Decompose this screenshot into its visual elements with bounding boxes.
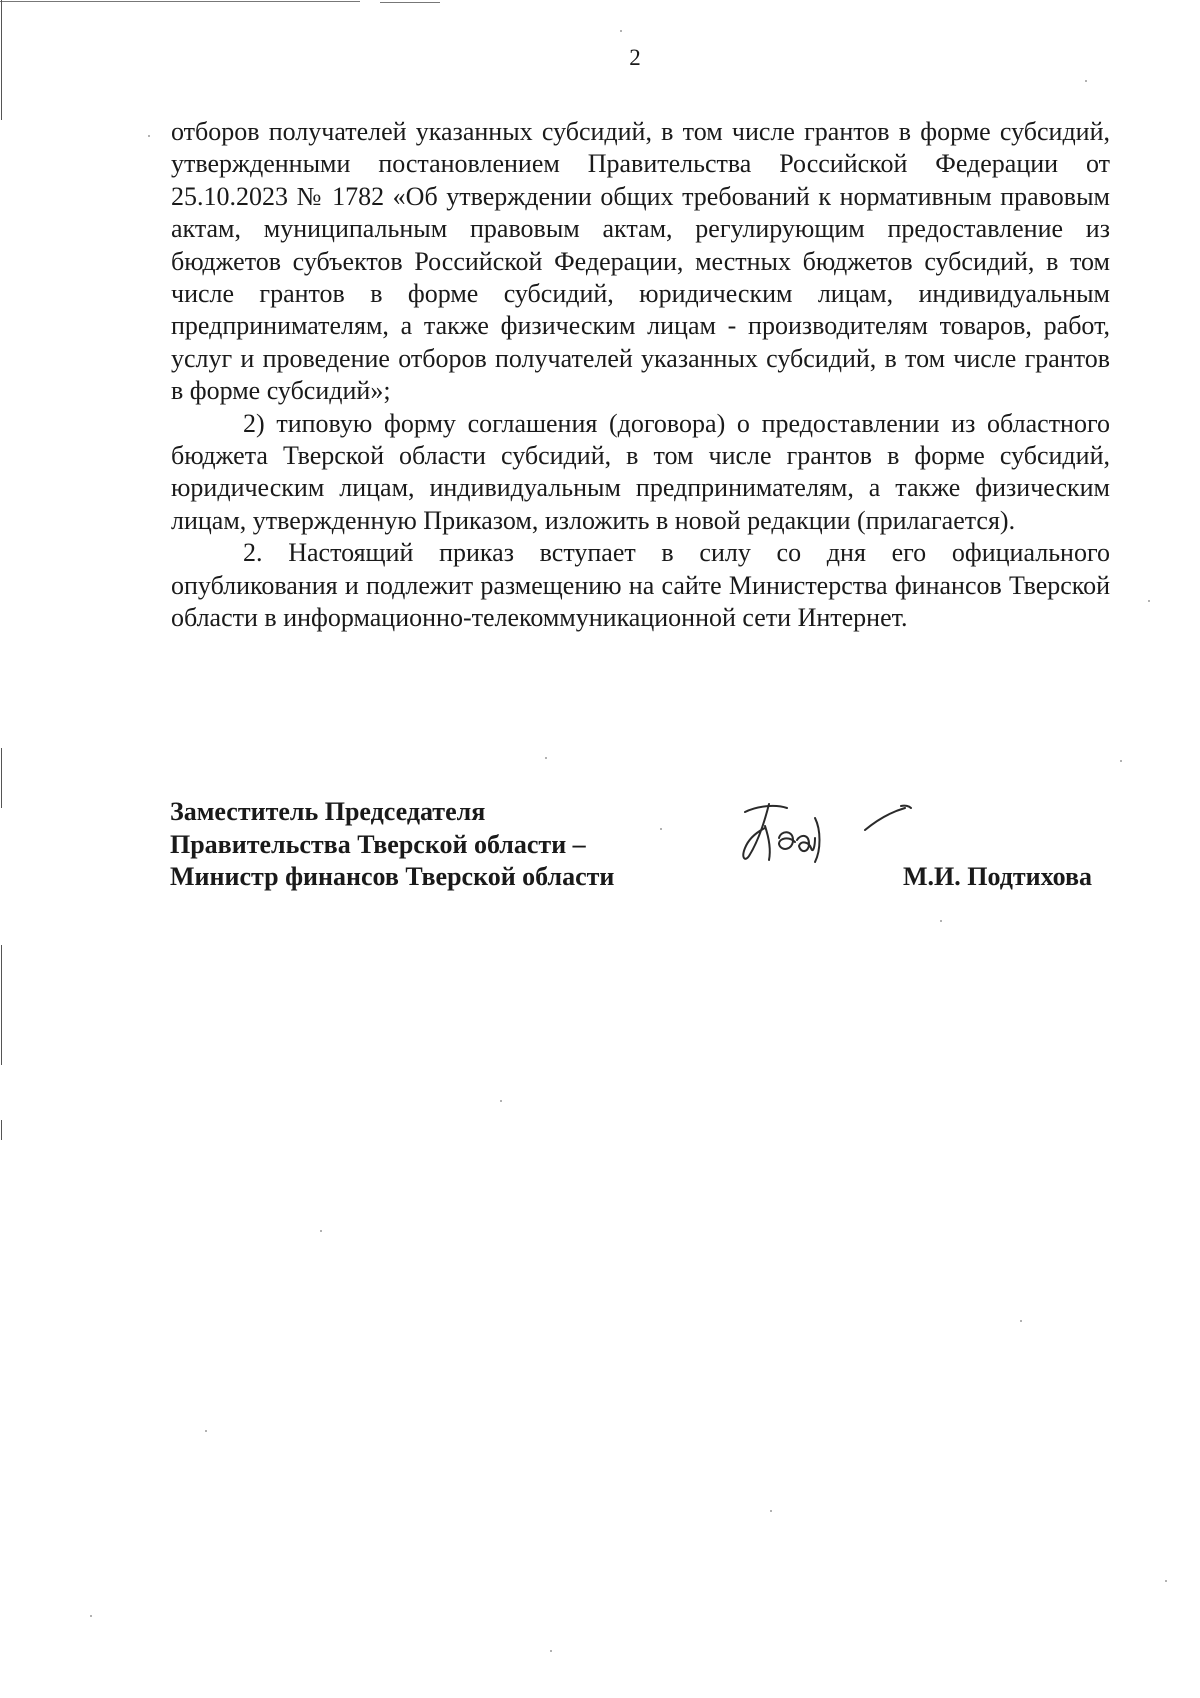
scan-speck xyxy=(205,1430,207,1432)
scan-edge-left xyxy=(1,945,2,1065)
document-body xyxy=(171,116,1110,635)
scan-speck xyxy=(620,30,622,32)
handwritten-signature xyxy=(735,790,915,880)
paragraph-effective-date: 2. Настоящий приказ вступает в силу со дня его официального опубликования и подлежит размещению на сайте Министерства финансов Тверской области в информационно-телекоммуникационной сети Интернет. xyxy=(171,538,1110,633)
signatory-position-line: Заместитель Председателя xyxy=(170,797,486,826)
scan-speck xyxy=(1148,600,1150,602)
scan-speck xyxy=(90,1615,92,1617)
scan-speck xyxy=(1165,1580,1167,1582)
scan-edge-top xyxy=(0,1,360,2)
scan-speck xyxy=(500,1100,502,1102)
signatory-name: М.И. Подтихова xyxy=(903,862,1093,891)
signatory-position-line: Министр финансов Тверской области xyxy=(170,862,615,891)
scan-speck xyxy=(148,135,150,137)
scan-speck xyxy=(550,1650,552,1652)
scan-speck xyxy=(940,920,942,922)
signatory-position-line: Правительства Тверской области – xyxy=(170,829,586,859)
scan-speck xyxy=(1120,760,1122,762)
scan-speck xyxy=(545,757,547,759)
page-number: 2 xyxy=(629,45,641,70)
scan-speck xyxy=(770,1510,772,1512)
paragraph-continuation: отборов получателей указанных субсидий, в том числе грантов в форме субсидий, утвержденными постановлением Правительства Российской Федерации от 25.10.2023 № 1782 «Об утверждении общих требований к нормативным правовым актам, муниципальным правовым актам, регулирующим предоставление из бюджетов субъектов Российской Федерации, местных бюджетов субсидий, в том числе грантов в форме субсидий, юридическим лицам, индивидуальным предпринимателям, а также физическим лицам - производителям товаров, работ, услуг и проведение отборов получателей указанных субсидий, в том числе грантов в форме субсидий»; xyxy=(171,117,1110,406)
paragraph-item-2: 2) типовую форму соглашения (договора) о предоставлении из областного бюджета Тверской области субсидий, в том числе грантов в форме субсидий, юридическим лицам, индивидуальным предпринимателям, а также физическим лицам, утвержденную Приказом, изложить в новой редакции (прилагается). xyxy=(171,408,1110,535)
scan-edge-top xyxy=(380,2,440,3)
scan-speck xyxy=(1020,1320,1022,1322)
scan-edge-left xyxy=(1,1120,2,1140)
scan-speck xyxy=(320,1230,322,1232)
scan-edge-left xyxy=(1,748,2,808)
scan-speck xyxy=(1085,80,1087,82)
